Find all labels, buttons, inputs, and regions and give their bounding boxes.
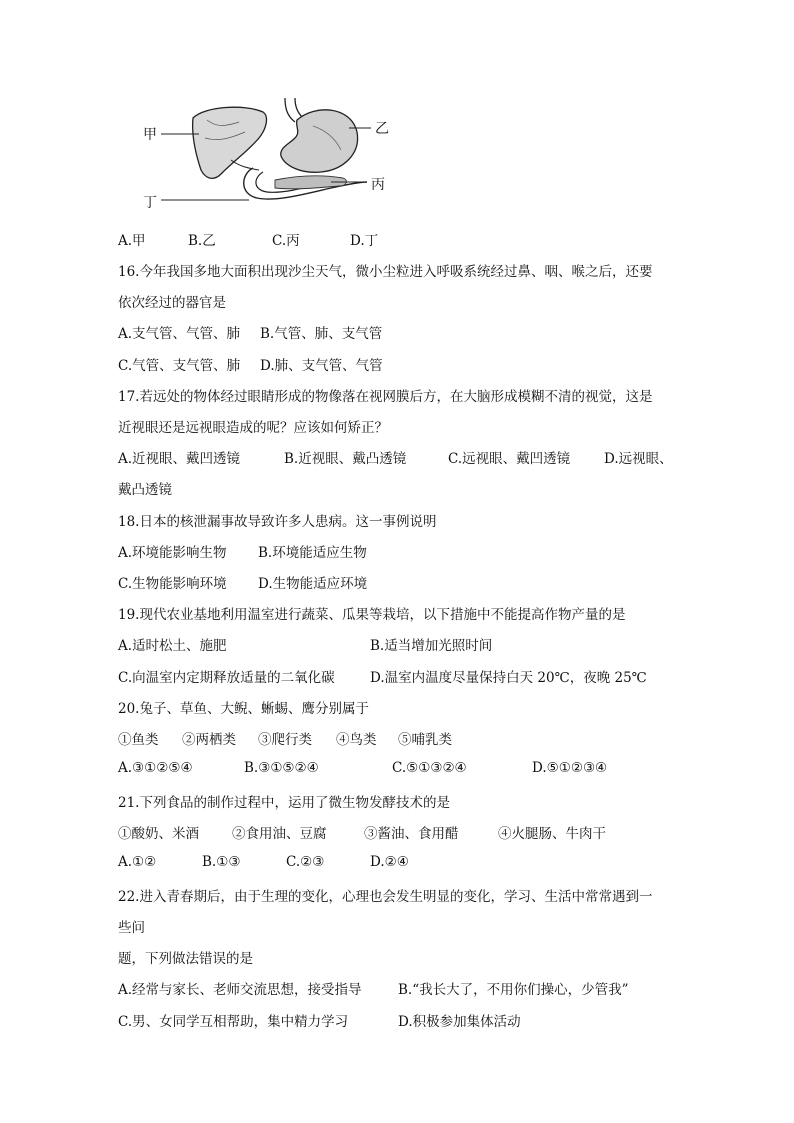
q16-option-a: A.支气管、气管、肺	[118, 326, 241, 342]
q17-option-c: C.远视眼、戴凹透镜	[448, 451, 571, 467]
q16-stem-line2: 依次经过的器官是	[118, 295, 226, 311]
q18-option-a: A.环境能影响生物	[118, 545, 227, 561]
q22-option-c: C.男、女同学互相帮助，集中精力学习	[118, 1014, 349, 1030]
q20-item-1: ①鱼类	[118, 732, 159, 748]
q17-option-d: D.远视眼、	[604, 451, 673, 467]
label-ding: 丁	[143, 195, 157, 211]
label-jia: 甲	[143, 127, 157, 143]
q20-item-3: ③爬行类	[258, 732, 312, 748]
q17-option-b: B.近视眼、戴凸透镜	[284, 451, 407, 467]
q21-item-1: ①酸奶、米酒	[118, 826, 199, 842]
q16-option-d: D.肺、支气管、气管	[260, 358, 383, 374]
q15-option-d: D.丁	[350, 233, 379, 249]
q18-option-c: C.生物能影响环境	[118, 576, 227, 592]
q20-item-4: ④鸟类	[336, 732, 377, 748]
q20-option-c: C.⑤①③②④	[392, 760, 467, 776]
q19-stem: 19.现代农业基地利用温室进行蔬菜、瓜果等栽培，以下措施中不能提高作物产量的是	[118, 607, 626, 623]
q16-stem-line1: 16.今年我国多地大面积出现沙尘天气，微小尘粒进入呼吸系统经过鼻、咽、喉之后，还要	[118, 264, 653, 280]
digestive-organs-figure	[135, 98, 397, 216]
q16-option-b: B.气管、肺、支气管	[260, 326, 383, 342]
q18-stem: 18.日本的核泄漏事故导致许多人患病。这一事例说明	[118, 514, 437, 530]
q15-option-c: C.丙	[272, 233, 300, 249]
q19-option-b: B.适当增加光照时间	[370, 638, 493, 654]
label-yi: 乙	[375, 121, 389, 137]
q22-stem-line2: 些问	[118, 920, 145, 936]
q16-option-c: C.气管、支气管、肺	[118, 358, 241, 374]
q21-stem: 21.下列食品的制作过程中，运用了微生物发酵技术的是	[118, 795, 450, 811]
q18-option-b: B.环境能适应生物	[258, 545, 367, 561]
q21-item-3: ③酱油、食用醋	[364, 826, 459, 842]
q19-option-d: D.温室内温度尽量保持白天 20℃，夜晚 25℃	[370, 670, 647, 686]
q22-stem-line1: 22.进入青春期后，由于生理的变化，心理也会发生明显的变化，学习、生活中常常遇到一	[118, 889, 653, 905]
q22-option-a: A.经常与家长、老师交流思想，接受指导	[118, 982, 362, 998]
q20-option-a: A.③①②⑤④	[118, 760, 193, 776]
q20-item-5: ⑤哺乳类	[398, 732, 452, 748]
q21-option-d: D.②④	[370, 854, 409, 870]
q22-stem-line3: 题，下列做法错误的是	[118, 951, 253, 967]
q21-item-4: ④火腿肠、牛肉干	[498, 826, 606, 842]
q19-option-a: A.适时松土、施肥	[118, 638, 227, 654]
q20-option-b: B.③①⑤②④	[244, 760, 319, 776]
label-bing: 丙	[371, 177, 385, 193]
q20-item-2: ②两栖类	[182, 732, 236, 748]
q17-option-a: A.近视眼、戴凹透镜	[118, 451, 241, 467]
q15-option-b: B.乙	[188, 233, 216, 249]
q17-stem-line1: 17.若远处的物体经过眼睛形成的物像落在视网膜后方，在大脑形成模糊不清的视觉，这是	[118, 389, 653, 405]
q22-option-b: B.“我长大了，不用你们操心，少管我”	[398, 982, 629, 998]
q21-item-2: ②食用油、豆腐	[232, 826, 327, 842]
q19-option-c: C.向温室内定期释放适量的二氧化碳	[118, 670, 335, 686]
q20-option-d: D.⑤①②③④	[532, 760, 608, 776]
q21-option-b: B.①③	[202, 854, 241, 870]
q22-option-d: D.积极参加集体活动	[398, 1014, 521, 1030]
q21-option-c: C.②③	[286, 854, 325, 870]
q17-option-d-cont: 戴凸透镜	[118, 482, 172, 498]
q15-option-a: A.甲	[118, 233, 146, 249]
q17-stem-line2: 近视眼还是远视眼造成的呢？应该如何矫正？	[118, 420, 388, 436]
q18-option-d: D.生物能适应环境	[258, 576, 368, 592]
q21-option-a: A.①②	[118, 854, 157, 870]
q20-stem: 20.兔子、草鱼、大鲵、蜥蜴、鹰分别属于	[118, 701, 369, 717]
digestive-organs-drawing	[135, 98, 397, 216]
